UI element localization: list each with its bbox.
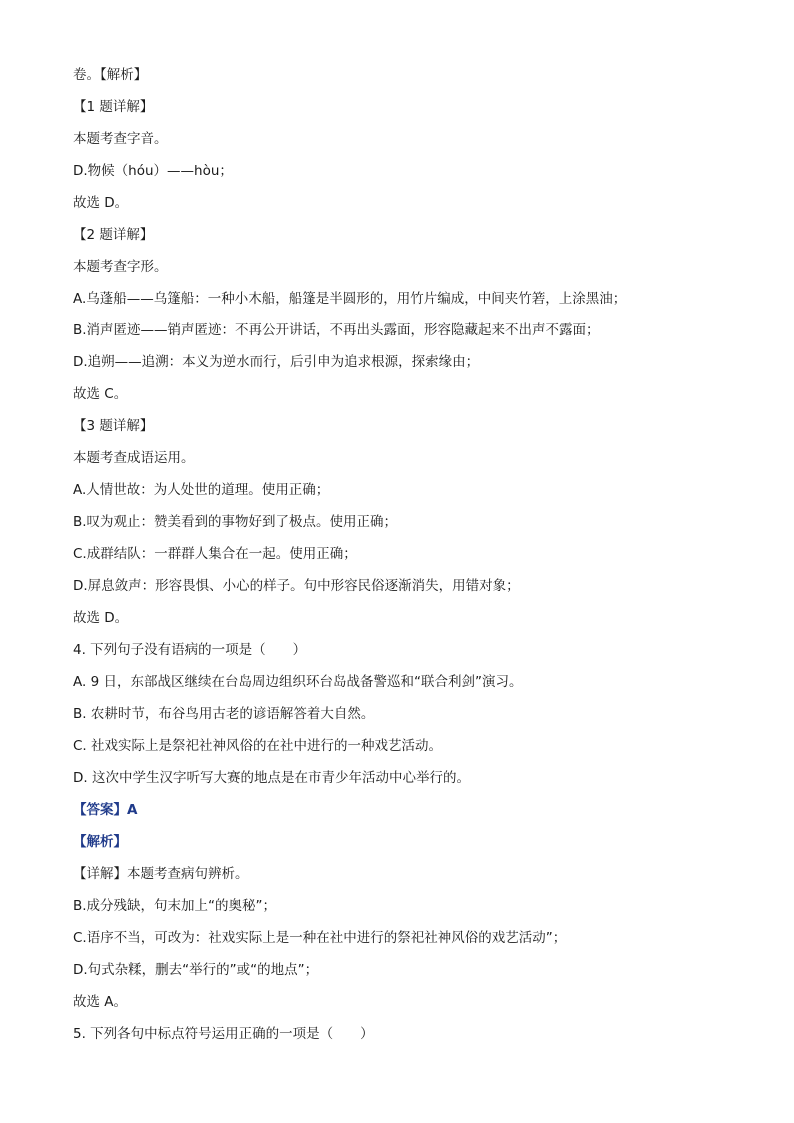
line-30: 故选 A。 xyxy=(73,994,128,1010)
line-12: 【3 题详解】 xyxy=(73,418,154,434)
line-29: D.句式杂糅，删去“举行的”或“的地点”； xyxy=(73,962,319,978)
question-4: 4. 下列句子没有语病的一项是（ ） xyxy=(73,642,307,658)
question-4-option-d: D. 这次中学生汉字听写大赛的地点是在市青少年活动中心举行的。 xyxy=(73,770,470,786)
question-4-option-c: C. 社戏实际上是祭祀社神风俗的在社中进行的一种戏艺活动。 xyxy=(73,738,443,754)
question-4-option-b: B. 农耕时节，布谷鸟用古老的谚语解答着大自然。 xyxy=(73,706,375,722)
line-27: B.成分残缺，句末加上“的奥秘”； xyxy=(73,898,277,914)
line-4: D.物候（hóu）——hòu； xyxy=(73,163,233,179)
line-11: 故选 C。 xyxy=(73,386,128,402)
line-3: 本题考查字音。 xyxy=(73,131,168,147)
line-14: A.人情世故：为人处世的道理。使用正确； xyxy=(73,482,330,498)
question-5: 5. 下列各句中标点符号运用正确的一项是（ ） xyxy=(73,1026,374,1042)
line-17: D.屏息敛声：形容畏惧、小心的样子。句中形容民俗逐渐消失，用错对象； xyxy=(73,578,520,594)
line-6: 【2 题详解】 xyxy=(73,227,154,243)
line-10: D.追朔——追溯：本义为逆水而行，后引申为追求根源，探索缘由； xyxy=(73,354,480,370)
line-9: B.消声匿迹——销声匿迹：不再公开讲话，不再出头露面，形容隐藏起来不出声不露面； xyxy=(73,322,600,338)
line-26: 【详解】本题考查病句辨析。 xyxy=(73,866,249,882)
line-18: 故选 D。 xyxy=(73,610,129,626)
line-8: A.乌蓬船——乌篷船：一种小木船，船篷是半圆形的，用竹片编成，中间夹竹箬，上涂黑油； xyxy=(73,291,627,307)
line-13: 本题考查成语运用。 xyxy=(73,450,195,466)
question-4-option-a: A. 9 日，东部战区继续在台岛周边组织环台岛战备警巡和“联合利剑”演习。 xyxy=(73,674,523,690)
line-15: B.叹为观止：赞美看到的事物好到了极点。使用正确； xyxy=(73,514,398,530)
line-16: C.成群结队：一群群人集合在一起。使用正确； xyxy=(73,546,357,562)
line-5: 故选 D。 xyxy=(73,195,129,211)
answer-label: 【答案】A xyxy=(73,802,138,818)
line-28: C.语序不当，可改为：社戏实际上是一种在社中进行的祭祀社神风俗的戏艺活动”； xyxy=(73,930,567,946)
analysis-label: 【解析】 xyxy=(73,834,127,850)
line-7: 本题考查字形。 xyxy=(73,259,168,275)
line-1: 卷。【解析】 xyxy=(73,67,148,83)
line-2: 【1 题详解】 xyxy=(73,99,154,115)
